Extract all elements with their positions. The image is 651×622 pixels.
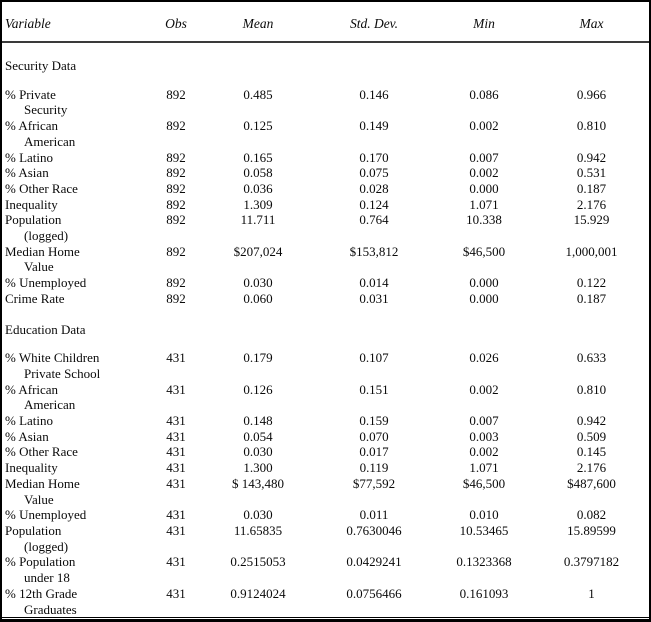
std-dev-cell: 0.151 bbox=[359, 381, 389, 397]
min-cell: 0.010 bbox=[469, 507, 499, 523]
variable-name-line1: % African bbox=[5, 381, 59, 397]
variable-name-line1: Inequality bbox=[5, 460, 58, 476]
min-cell: 10.53465 bbox=[459, 522, 509, 538]
max-cell: 0.122 bbox=[576, 275, 607, 291]
variable-name-line2: Value bbox=[24, 491, 54, 507]
table-row bbox=[2, 429, 649, 445]
max-cell: 15.929 bbox=[573, 212, 610, 228]
std-dev-cell: 0.146 bbox=[359, 86, 389, 102]
max-cell: 0.966 bbox=[576, 86, 607, 102]
variable-name-line2: (logged) bbox=[24, 228, 69, 244]
std-dev-cell: 0.0429241 bbox=[346, 554, 402, 570]
std-dev-cell: 0.170 bbox=[359, 149, 389, 165]
column-header-max: Max bbox=[534, 2, 649, 42]
variable-name-line1: % Population bbox=[5, 554, 76, 570]
obs-cell: 431 bbox=[166, 428, 186, 444]
obs-cell: 892 bbox=[166, 290, 186, 306]
obs-cell: 431 bbox=[166, 507, 186, 523]
obs-cell: 431 bbox=[166, 522, 186, 538]
variable-name-line1: Crime Rate bbox=[5, 290, 65, 306]
variable-name-line1: % Asian bbox=[5, 428, 49, 444]
mean-cell: 0.058 bbox=[243, 165, 273, 181]
variable-name-line2: Private School bbox=[24, 365, 101, 381]
max-cell: 0.531 bbox=[576, 165, 607, 181]
max-cell: 15.89599 bbox=[567, 522, 616, 538]
table-row bbox=[2, 523, 649, 554]
table-row bbox=[2, 118, 649, 149]
min-cell: 0.000 bbox=[469, 180, 499, 196]
obs-cell: 431 bbox=[166, 475, 186, 491]
max-cell: 0.187 bbox=[576, 180, 607, 196]
section-title: Education Data bbox=[5, 321, 86, 337]
table-row bbox=[2, 197, 649, 213]
table-row bbox=[2, 165, 649, 181]
max-cell: 0.810 bbox=[576, 381, 607, 397]
table-row bbox=[2, 275, 649, 291]
mean-cell: 0.148 bbox=[243, 413, 273, 429]
mean-cell: $ 143,480 bbox=[232, 475, 284, 491]
obs-cell: 892 bbox=[166, 196, 186, 212]
std-dev-cell: 0.149 bbox=[359, 118, 389, 134]
variable-name-line1: % Unemployed bbox=[5, 275, 87, 291]
variable-cell bbox=[2, 150, 150, 166]
table-row bbox=[2, 291, 649, 307]
variable-name-line2: Value bbox=[24, 259, 54, 275]
obs-cell: 892 bbox=[166, 118, 186, 134]
variable-name-line1: % Other Race bbox=[5, 444, 78, 460]
variable-name-line2: (logged) bbox=[24, 538, 69, 554]
variable-cell bbox=[2, 413, 150, 429]
table-body bbox=[2, 42, 649, 617]
variable-cell bbox=[2, 350, 150, 381]
table-row bbox=[2, 476, 649, 507]
table-row bbox=[2, 150, 649, 166]
table-row bbox=[2, 460, 649, 476]
variable-cell bbox=[2, 291, 150, 307]
obs-cell: 431 bbox=[166, 350, 186, 366]
max-cell: 1 bbox=[588, 585, 595, 601]
min-cell: 0.086 bbox=[469, 86, 499, 102]
max-cell: 0.509 bbox=[576, 428, 607, 444]
mean-cell: 0.179 bbox=[243, 350, 273, 366]
section-title: Security Data bbox=[5, 58, 77, 73]
max-cell: 0.187 bbox=[576, 290, 607, 306]
variable-name-line2: American bbox=[24, 397, 76, 413]
std-dev-cell: 0.107 bbox=[359, 350, 389, 366]
table-row bbox=[2, 554, 649, 585]
min-cell: 0.1323368 bbox=[456, 554, 512, 570]
variable-name-line1: % Unemployed bbox=[5, 507, 87, 523]
std-dev-cell: 0.011 bbox=[359, 507, 389, 523]
mean-cell: 11.711 bbox=[240, 212, 276, 228]
variable-name-line1: % Other Race bbox=[5, 180, 78, 196]
max-cell: 2.176 bbox=[576, 460, 607, 476]
max-cell: 0.145 bbox=[576, 444, 607, 460]
min-cell: 0.002 bbox=[469, 118, 499, 134]
variable-cell bbox=[2, 586, 150, 617]
variable-name-line1: % African bbox=[5, 118, 59, 134]
max-cell: 0.082 bbox=[576, 507, 607, 523]
max-cell: 0.942 bbox=[576, 149, 607, 165]
table-row bbox=[2, 444, 649, 460]
std-dev-cell: 0.017 bbox=[359, 444, 389, 460]
min-cell: 0.007 bbox=[469, 413, 499, 429]
obs-cell: 431 bbox=[166, 381, 186, 397]
max-cell: 1,000,001 bbox=[565, 243, 618, 259]
variable-name-line2: under 18 bbox=[24, 570, 70, 586]
max-cell: 0.3797182 bbox=[563, 554, 620, 570]
max-cell: 0.810 bbox=[576, 118, 607, 134]
variable-name-line1: % Latino bbox=[5, 149, 54, 165]
mean-cell: 0.2515053 bbox=[230, 554, 286, 570]
table-row bbox=[2, 382, 649, 413]
min-cell: 0.007 bbox=[469, 149, 499, 165]
std-dev-cell: 0.0756466 bbox=[346, 585, 402, 601]
table-row bbox=[2, 181, 649, 197]
variable-cell bbox=[2, 523, 150, 554]
table-row bbox=[2, 413, 649, 429]
std-dev-cell: 0.028 bbox=[359, 180, 389, 196]
column-header-mean: Mean bbox=[202, 2, 314, 42]
table-row bbox=[2, 586, 649, 617]
variable-cell bbox=[2, 118, 150, 149]
summary-statistics-table bbox=[2, 2, 649, 617]
std-dev-cell: 0.014 bbox=[359, 275, 389, 291]
variable-name-line1: % Latino bbox=[5, 413, 54, 429]
variable-name-line1: Population bbox=[5, 212, 62, 228]
variable-cell bbox=[2, 212, 150, 243]
min-cell: 0.000 bbox=[469, 275, 499, 291]
variable-cell bbox=[2, 244, 150, 275]
mean-cell: 1.309 bbox=[243, 196, 273, 212]
min-cell: 1.071 bbox=[469, 196, 499, 212]
min-cell: 1.071 bbox=[469, 460, 499, 476]
table-row bbox=[2, 244, 649, 275]
mean-cell: 0.485 bbox=[243, 86, 273, 102]
obs-cell: 892 bbox=[166, 243, 186, 259]
std-dev-cell: 0.075 bbox=[359, 165, 389, 181]
min-cell: $46,500 bbox=[462, 475, 506, 491]
variable-cell bbox=[2, 554, 150, 585]
mean-cell: 0.125 bbox=[243, 118, 273, 134]
table-row bbox=[2, 350, 649, 381]
variable-cell bbox=[2, 382, 150, 413]
obs-cell: 892 bbox=[166, 86, 186, 102]
variable-cell bbox=[2, 275, 150, 291]
table-row bbox=[2, 87, 649, 118]
std-dev-cell: 0.124 bbox=[359, 196, 389, 212]
variable-cell bbox=[2, 460, 150, 476]
variable-cell bbox=[2, 429, 150, 445]
variable-cell bbox=[2, 197, 150, 213]
variable-name-line2: Security bbox=[24, 102, 68, 118]
column-header-obs: Obs bbox=[150, 2, 202, 42]
variable-cell bbox=[2, 165, 150, 181]
min-cell: 0.002 bbox=[469, 444, 499, 460]
column-header-std-dev: Std. Dev. bbox=[314, 2, 434, 42]
max-cell: 2.176 bbox=[576, 196, 607, 212]
mean-cell: 1.300 bbox=[243, 460, 273, 476]
std-dev-cell: 0.7630046 bbox=[346, 522, 402, 538]
min-cell: 10.338 bbox=[466, 212, 502, 228]
std-dev-cell: 0.031 bbox=[359, 290, 389, 306]
min-cell: 0.000 bbox=[469, 290, 499, 306]
mean-cell: 0.030 bbox=[243, 507, 273, 523]
mean-cell: 0.126 bbox=[243, 381, 273, 397]
table-row bbox=[2, 507, 649, 523]
variable-name-line1: % Private bbox=[5, 86, 56, 102]
min-cell: 0.002 bbox=[469, 381, 499, 397]
obs-cell: 892 bbox=[166, 180, 186, 196]
max-cell: 0.942 bbox=[576, 413, 607, 429]
std-dev-cell: 0.159 bbox=[359, 413, 389, 429]
variable-name-line1: Population bbox=[5, 522, 62, 538]
obs-cell: 431 bbox=[166, 554, 186, 570]
variable-cell bbox=[2, 181, 150, 197]
variable-name-line2: American bbox=[24, 133, 76, 149]
table-header bbox=[2, 2, 649, 42]
variable-name-line2: Graduates bbox=[24, 601, 77, 617]
max-cell: $487,600 bbox=[567, 475, 616, 491]
variable-cell bbox=[2, 87, 150, 118]
obs-cell: 892 bbox=[166, 212, 186, 228]
mean-cell: 0.165 bbox=[243, 149, 273, 165]
variable-name-line1: Median Home bbox=[5, 475, 80, 491]
variable-name-line1: % White Children bbox=[5, 350, 100, 366]
std-dev-cell: 0.119 bbox=[359, 460, 389, 476]
variable-name-line1: % Asian bbox=[5, 165, 49, 181]
variable-name-line1: Median Home bbox=[5, 243, 80, 259]
std-dev-cell: $153,812 bbox=[349, 243, 399, 259]
obs-cell: 431 bbox=[166, 413, 186, 429]
mean-cell: 0.060 bbox=[243, 290, 273, 306]
mean-cell: 0.030 bbox=[243, 275, 273, 291]
min-cell: 0.003 bbox=[469, 428, 499, 444]
column-header-variable: Variable bbox=[2, 2, 150, 42]
variable-cell bbox=[2, 507, 150, 523]
min-cell: 0.026 bbox=[469, 350, 499, 366]
min-cell: $46,500 bbox=[462, 243, 506, 259]
variable-cell bbox=[2, 444, 150, 460]
section-header-row bbox=[2, 42, 649, 87]
column-header-min: Min bbox=[434, 2, 534, 42]
section-header-row bbox=[2, 307, 649, 351]
obs-cell: 892 bbox=[166, 275, 186, 291]
obs-cell: 431 bbox=[166, 585, 186, 601]
std-dev-cell: $77,592 bbox=[352, 475, 396, 491]
mean-cell: 0.9124024 bbox=[230, 585, 286, 601]
obs-cell: 892 bbox=[166, 149, 186, 165]
obs-cell: 431 bbox=[166, 444, 186, 460]
mean-cell: 0.030 bbox=[243, 444, 273, 460]
table-row bbox=[2, 212, 649, 243]
variable-cell bbox=[2, 476, 150, 507]
mean-cell: 0.036 bbox=[243, 180, 273, 196]
mean-cell: 11.65835 bbox=[233, 522, 283, 538]
bottom-rule bbox=[2, 617, 649, 618]
max-cell: 0.633 bbox=[576, 350, 607, 366]
mean-cell: 0.054 bbox=[243, 428, 273, 444]
min-cell: 0.002 bbox=[469, 165, 499, 181]
variable-name-line1: % 12th Grade bbox=[5, 585, 78, 601]
min-cell: 0.161093 bbox=[459, 585, 509, 601]
obs-cell: 892 bbox=[166, 165, 186, 181]
std-dev-cell: 0.764 bbox=[359, 212, 389, 228]
obs-cell: 431 bbox=[166, 460, 186, 476]
std-dev-cell: 0.070 bbox=[359, 428, 389, 444]
variable-name-line1: Inequality bbox=[5, 196, 58, 212]
header-row bbox=[2, 2, 649, 42]
mean-cell: $207,024 bbox=[233, 243, 283, 259]
